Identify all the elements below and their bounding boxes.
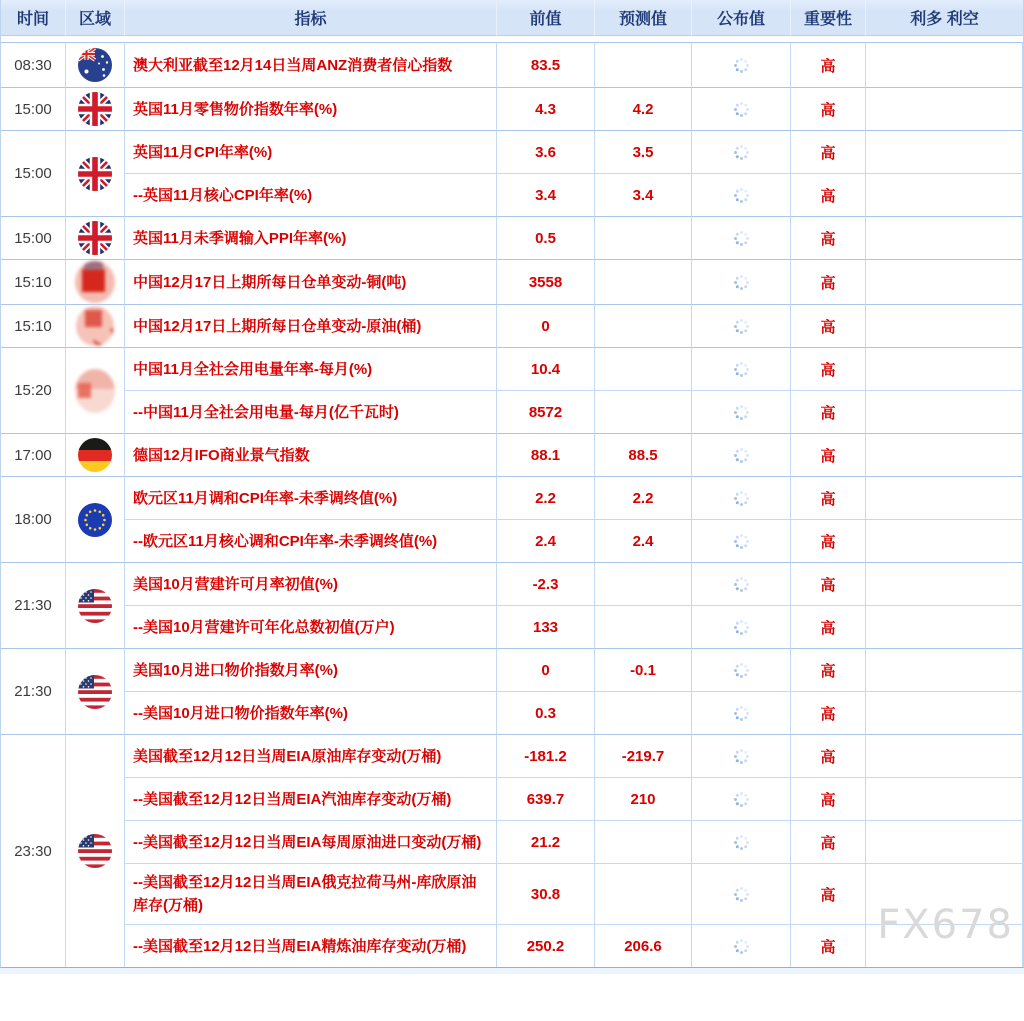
table-row: [1, 347, 1023, 390]
time-cell: 17:00: [1, 433, 66, 476]
previous-value-cell: 2.4: [497, 519, 595, 562]
previous-value-cell: 639.7: [497, 777, 595, 820]
bias-cell: [866, 390, 1023, 433]
col-header-forecast: 预测值: [595, 0, 692, 36]
forecast-value-cell: 3.5: [595, 130, 692, 173]
uk-flag-icon: [78, 100, 112, 117]
loading-spinner-icon: [733, 748, 750, 765]
forecast-value-cell: 206.6: [595, 924, 692, 967]
loading-spinner-icon: [733, 834, 750, 851]
forecast-value-cell: [595, 259, 692, 304]
importance-cell: 高: [791, 476, 866, 519]
previous-value-cell: 4.3: [497, 87, 595, 130]
table-row: [1, 648, 1023, 691]
published-value-cell: [692, 433, 791, 476]
bias-cell: [866, 476, 1023, 519]
bias-cell: [866, 87, 1023, 130]
published-value-cell: [692, 347, 791, 390]
col-header-time: 时间: [1, 0, 66, 36]
forecast-value-cell: -0.1: [595, 648, 692, 691]
importance-cell: 高: [791, 820, 866, 863]
region-cell: [66, 42, 125, 87]
bias-cell: [866, 173, 1023, 216]
previous-value-cell: 88.1: [497, 433, 595, 476]
importance-cell: 高: [791, 347, 866, 390]
indicator-cell: 中国12月17日上期所每日仓单变动-铜(吨): [125, 259, 497, 304]
loading-spinner-icon: [733, 886, 750, 903]
region-cell: [66, 433, 125, 476]
bias-cell: [866, 820, 1023, 863]
forecast-value-cell: [595, 562, 692, 605]
previous-value-cell: 0: [497, 304, 595, 347]
region-cell: [66, 130, 125, 216]
importance-cell: 高: [791, 562, 866, 605]
published-value-cell: [692, 173, 791, 216]
previous-value-cell: 3.4: [497, 173, 595, 216]
forecast-value-cell: 2.2: [595, 476, 692, 519]
table-row: [1, 924, 1023, 967]
forecast-value-cell: [595, 216, 692, 259]
region-cell: [66, 304, 125, 347]
forecast-value-cell: [595, 863, 692, 924]
previous-value-cell: 21.2: [497, 820, 595, 863]
published-value-cell: [692, 216, 791, 259]
loading-spinner-icon: [733, 938, 750, 955]
us-flag-icon: [78, 682, 112, 699]
previous-value-cell: 133: [497, 605, 595, 648]
bias-cell: [866, 130, 1023, 173]
published-value-cell: [692, 42, 791, 87]
col-header-region: 区域: [66, 0, 125, 36]
table-row: [1, 820, 1023, 863]
loading-spinner-icon: [733, 230, 750, 247]
previous-value-cell: 10.4: [497, 347, 595, 390]
published-value-cell: [692, 390, 791, 433]
loading-spinner-icon: [733, 447, 750, 464]
forecast-value-cell: 2.4: [595, 519, 692, 562]
loading-spinner-icon: [733, 144, 750, 161]
time-cell: 15:00: [1, 130, 66, 216]
indicator-cell: --美国10月营建许可年化总数初值(万户): [125, 605, 497, 648]
previous-value-cell: 3558: [497, 259, 595, 304]
previous-value-cell: 3.6: [497, 130, 595, 173]
forecast-value-cell: -219.7: [595, 734, 692, 777]
importance-cell: 高: [791, 863, 866, 924]
forecast-value-cell: [595, 347, 692, 390]
published-value-cell: [692, 259, 791, 304]
bias-cell: [866, 519, 1023, 562]
forecast-value-cell: [595, 605, 692, 648]
region-cell: [66, 216, 125, 259]
loading-spinner-icon: [733, 361, 750, 378]
australia-flag-icon: [78, 56, 112, 73]
importance-cell: 高: [791, 390, 866, 433]
previous-value-cell: 250.2: [497, 924, 595, 967]
published-value-cell: [692, 562, 791, 605]
region-cell: [66, 734, 125, 967]
loading-spinner-icon: [733, 619, 750, 636]
previous-value-cell: 8572: [497, 390, 595, 433]
importance-cell: 高: [791, 777, 866, 820]
published-value-cell: [692, 734, 791, 777]
table-row: [1, 605, 1023, 648]
indicator-cell: 英国11月未季调输入PPI年率(%): [125, 216, 497, 259]
bias-cell: [866, 562, 1023, 605]
indicator-cell: 德国12月IFO商业景气指数: [125, 433, 497, 476]
bias-cell: [866, 216, 1023, 259]
time-cell: 15:00: [1, 216, 66, 259]
importance-cell: 高: [791, 648, 866, 691]
loading-spinner-icon: [733, 705, 750, 722]
time-cell: 15:10: [1, 259, 66, 304]
previous-value-cell: 2.2: [497, 476, 595, 519]
importance-cell: 高: [791, 691, 866, 734]
time-cell: 15:00: [1, 87, 66, 130]
region-cell: [66, 562, 125, 648]
published-value-cell: [692, 924, 791, 967]
previous-value-cell: 30.8: [497, 863, 595, 924]
loading-spinner-icon: [733, 101, 750, 118]
bias-cell: [866, 42, 1023, 87]
table-row: [1, 87, 1023, 130]
eu-flag-icon: [78, 510, 112, 527]
indicator-cell: 美国截至12月12日当周EIA原油库存变动(万桶): [125, 734, 497, 777]
published-value-cell: [692, 691, 791, 734]
importance-cell: 高: [791, 433, 866, 476]
table-row: [1, 691, 1023, 734]
published-value-cell: [692, 648, 791, 691]
bias-cell: [866, 259, 1023, 304]
previous-value-cell: -2.3: [497, 562, 595, 605]
table-row: [1, 734, 1023, 777]
region-cell: [66, 476, 125, 562]
col-header-previous: 前值: [497, 0, 595, 36]
table-row: [1, 476, 1023, 519]
indicator-cell: --美国截至12月12日当周EIA俄克拉荷马州-库欣原油库存(万桶): [125, 863, 497, 924]
time-cell: 21:30: [1, 648, 66, 734]
bias-cell: [866, 777, 1023, 820]
importance-cell: 高: [791, 173, 866, 216]
page-bottom-strip: [0, 968, 1024, 974]
indicator-cell: 英国11月零售物价指数年率(%): [125, 87, 497, 130]
indicator-cell: --欧元区11月核心调和CPI年率-未季调终值(%): [125, 519, 497, 562]
time-cell: 15:20: [1, 347, 66, 433]
indicator-cell: --美国截至12月12日当周EIA汽油库存变动(万桶): [125, 777, 497, 820]
indicator-cell: 美国10月营建许可月率初值(%): [125, 562, 497, 605]
table-row: [1, 42, 1023, 87]
indicator-cell: 美国10月进口物价指数月率(%): [125, 648, 497, 691]
table-row: [1, 304, 1023, 347]
importance-cell: 高: [791, 924, 866, 967]
germany-flag-icon: [78, 446, 112, 463]
loading-spinner-icon: [733, 576, 750, 593]
forecast-value-cell: 88.5: [595, 433, 692, 476]
table-row: [1, 173, 1023, 216]
us-flag-icon: [78, 842, 112, 859]
published-value-cell: [692, 777, 791, 820]
uk-flag-icon: [78, 229, 112, 246]
importance-cell: 高: [791, 87, 866, 130]
region-cell: [66, 347, 125, 433]
time-cell: 23:30: [1, 734, 66, 967]
indicator-cell: --英国11月核心CPI年率(%): [125, 173, 497, 216]
loading-spinner-icon: [733, 187, 750, 204]
loading-spinner-icon: [733, 274, 750, 291]
region-cell: [66, 87, 125, 130]
published-value-cell: [692, 304, 791, 347]
loading-spinner-icon: [733, 533, 750, 550]
forecast-value-cell: [595, 42, 692, 87]
published-value-cell: [692, 130, 791, 173]
time-cell: 08:30: [1, 42, 66, 87]
previous-value-cell: -181.2: [497, 734, 595, 777]
importance-cell: 高: [791, 42, 866, 87]
published-value-cell: [692, 87, 791, 130]
indicator-cell: 中国11月全社会用电量年率-每月(%): [125, 347, 497, 390]
bias-cell: [866, 648, 1023, 691]
table-row: [1, 777, 1023, 820]
forecast-value-cell: [595, 691, 692, 734]
previous-value-cell: 0.5: [497, 216, 595, 259]
forecast-value-cell: [595, 820, 692, 863]
loading-spinner-icon: [733, 318, 750, 335]
us-flag-icon: [78, 596, 112, 613]
loading-spinner-icon: [733, 57, 750, 74]
indicator-cell: --美国10月进口物价指数年率(%): [125, 691, 497, 734]
loading-spinner-icon: [733, 490, 750, 507]
time-cell: 15:10: [1, 304, 66, 347]
published-value-cell: [692, 519, 791, 562]
indicator-cell: --中国11月全社会用电量-每月(亿千瓦时): [125, 390, 497, 433]
importance-cell: 高: [791, 259, 866, 304]
importance-cell: 高: [791, 605, 866, 648]
loading-spinner-icon: [733, 791, 750, 808]
table-row: [1, 216, 1023, 259]
importance-cell: 高: [791, 130, 866, 173]
importance-cell: 高: [791, 304, 866, 347]
header-row: [1, 0, 1023, 36]
table-row: [1, 259, 1023, 304]
previous-value-cell: 0.3: [497, 691, 595, 734]
col-header-importance: 重要性: [791, 0, 866, 36]
bias-cell: [866, 734, 1023, 777]
forecast-value-cell: 4.2: [595, 87, 692, 130]
bias-cell: [866, 691, 1023, 734]
region-cell: [66, 259, 125, 304]
indicator-cell: 澳大利亚截至12月14日当周ANZ消费者信心指数: [125, 42, 497, 87]
loading-spinner-icon: [733, 662, 750, 679]
time-cell: 18:00: [1, 476, 66, 562]
importance-cell: 高: [791, 519, 866, 562]
region-cell: [66, 648, 125, 734]
forecast-value-cell: 3.4: [595, 173, 692, 216]
published-value-cell: [692, 820, 791, 863]
uk-flag-icon: [78, 164, 112, 181]
bias-cell: [866, 347, 1023, 390]
fx678-watermark: FX678: [877, 902, 1014, 948]
table-row: [1, 390, 1023, 433]
indicator-cell: 中国12月17日上期所每日仓单变动-原油(桶): [125, 304, 497, 347]
bias-cell: [866, 304, 1023, 347]
previous-value-cell: 83.5: [497, 42, 595, 87]
indicator-cell: 英国11月CPI年率(%): [125, 130, 497, 173]
published-value-cell: [692, 605, 791, 648]
china-blurred-c-flag-icon: [75, 381, 115, 398]
bias-cell: [866, 605, 1023, 648]
forecast-value-cell: [595, 304, 692, 347]
indicator-cell: --美国截至12月12日当周EIA精炼油库存变动(万桶): [125, 924, 497, 967]
indicator-cell: 欧元区11月调和CPI年率-未季调终值(%): [125, 476, 497, 519]
col-header-published: 公布值: [692, 0, 791, 36]
loading-spinner-icon: [733, 404, 750, 421]
table-row: [1, 863, 1023, 924]
published-value-cell: [692, 476, 791, 519]
col-header-indicator: 指标: [125, 0, 497, 36]
china-blurred-a-flag-icon: [75, 273, 115, 290]
table-row: [1, 562, 1023, 605]
bias-cell: [866, 433, 1023, 476]
table-row: [1, 130, 1023, 173]
forecast-value-cell: [595, 390, 692, 433]
importance-cell: 高: [791, 216, 866, 259]
indicator-cell: --美国截至12月12日当周EIA每周原油进口变动(万桶): [125, 820, 497, 863]
time-cell: 21:30: [1, 562, 66, 648]
col-header-bias: 利多 利空: [866, 0, 1023, 36]
importance-cell: 高: [791, 734, 866, 777]
forecast-value-cell: 210: [595, 777, 692, 820]
table-row: [1, 519, 1023, 562]
china-blurred-b-flag-icon: [76, 317, 114, 334]
published-value-cell: [692, 863, 791, 924]
previous-value-cell: 0: [497, 648, 595, 691]
table-row: [1, 433, 1023, 476]
